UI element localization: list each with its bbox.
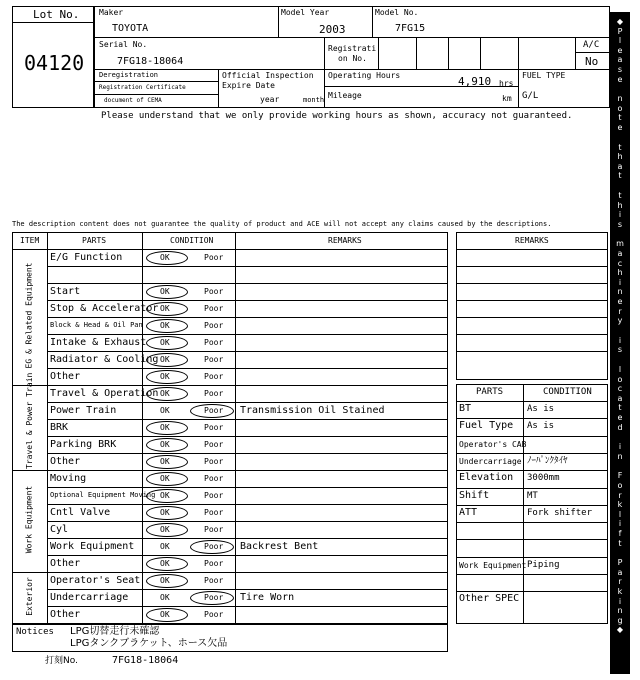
- side-char: l: [618, 365, 622, 374]
- part-label: Radiator & Cooling: [50, 354, 159, 365]
- side-char: y: [617, 316, 623, 326]
- side-char: g: [617, 615, 623, 625]
- side-char: ◆: [616, 625, 624, 635]
- ok-option[interactable]: OK: [160, 491, 170, 500]
- side-char: i: [618, 335, 622, 345]
- ok-circle: [146, 421, 188, 435]
- part-label: Other: [50, 371, 81, 382]
- ok-option[interactable]: OK: [160, 508, 170, 517]
- group-label: Exterior: [24, 576, 34, 616]
- part-label: Intake & Exhaust: [50, 337, 147, 348]
- stamp-value: 7FG18-18064: [112, 655, 179, 666]
- ok-circle: [146, 608, 188, 622]
- part-label: Optional Equipment Moving: [50, 491, 156, 499]
- ok-circle: [146, 336, 188, 350]
- side-char: e: [617, 45, 623, 55]
- fuel-type-label: FUEL TYPE: [522, 71, 566, 80]
- side-char: i: [618, 442, 622, 452]
- maker: TOYOTA: [112, 23, 149, 34]
- side-char: t: [618, 113, 622, 123]
- poor-option[interactable]: Poor: [204, 559, 224, 568]
- side-char: r: [618, 306, 622, 316]
- spec-part: Other SPEC: [459, 593, 520, 604]
- spec-part: Work Equipment: [459, 561, 527, 570]
- side-char: a: [617, 161, 623, 171]
- ok-option[interactable]: OK: [160, 542, 170, 551]
- spec-part: Elevation: [459, 472, 514, 483]
- ok-option[interactable]: OK: [160, 610, 170, 619]
- poor-option[interactable]: Poor: [204, 593, 224, 602]
- expire-date-label: Expire Date: [222, 81, 275, 90]
- poor-option[interactable]: Poor: [204, 457, 224, 466]
- side-char: k: [617, 587, 623, 596]
- ok-option[interactable]: OK: [160, 287, 170, 296]
- side-char: ◆: [616, 17, 624, 26]
- ok-option[interactable]: OK: [160, 406, 170, 415]
- side-char: l: [618, 36, 622, 46]
- side-char: n: [617, 94, 623, 104]
- ok-option[interactable]: OK: [160, 372, 170, 381]
- side-char: i: [618, 519, 622, 529]
- notices-line-2: LPGタンクブラケット、ホース欠品: [70, 638, 228, 649]
- side-char: m: [616, 239, 624, 249]
- spec-condition: As is: [527, 404, 555, 414]
- operating-hours: 4,910: [458, 75, 492, 88]
- side-char: a: [617, 393, 623, 403]
- side-char: r: [618, 490, 622, 500]
- lot-no: 04120: [24, 51, 85, 75]
- ok-option[interactable]: OK: [160, 474, 170, 483]
- spec-header-parts: PARTS: [476, 387, 504, 397]
- poor-option[interactable]: Poor: [204, 508, 224, 517]
- ok-option[interactable]: OK: [160, 355, 170, 364]
- hrs-label: hrs: [499, 79, 514, 88]
- poor-option[interactable]: Poor: [204, 440, 224, 449]
- poor-option[interactable]: Poor: [204, 287, 224, 296]
- ok-circle: [146, 523, 188, 537]
- part-label: Other: [50, 609, 81, 620]
- ok-option[interactable]: OK: [160, 440, 170, 449]
- side-char: d: [617, 422, 623, 432]
- group-label: Work Equipment: [24, 485, 34, 554]
- side-char: o: [617, 481, 623, 490]
- poor-option[interactable]: Poor: [204, 610, 224, 619]
- poor-option[interactable]: Poor: [204, 576, 224, 585]
- right-remarks-box: [456, 232, 608, 380]
- poor-option[interactable]: Poor: [204, 491, 224, 500]
- side-char: l: [618, 509, 622, 519]
- part-label: BRK: [50, 422, 69, 433]
- side-char: P: [617, 558, 623, 568]
- part-label: Undercarriage: [50, 592, 129, 603]
- side-char: a: [617, 55, 623, 65]
- spec-part: ATT: [459, 507, 478, 518]
- remark-text: Tire Worn: [240, 592, 295, 603]
- spec-part: Undercarriage: [459, 457, 522, 466]
- ok-circle: [146, 353, 188, 367]
- remark-text: Backrest Bent: [240, 541, 319, 552]
- poor-option[interactable]: Poor: [204, 542, 224, 551]
- poor-circle: [190, 404, 234, 418]
- side-char: n: [617, 606, 623, 616]
- km-label: km: [502, 94, 512, 103]
- part-label: Cyl: [50, 524, 69, 535]
- poor-circle: [190, 540, 234, 554]
- side-char: e: [617, 74, 623, 84]
- official-inspection-label: Official Inspection: [222, 71, 314, 80]
- side-char: k: [617, 500, 623, 510]
- header-item: ITEM: [20, 236, 40, 245]
- side-char: a: [617, 567, 623, 577]
- part-label: Work Equipment: [50, 541, 135, 552]
- poor-option[interactable]: Poor: [204, 525, 224, 534]
- part-label: Stop & Accelerator: [50, 303, 159, 314]
- ok-option[interactable]: OK: [160, 338, 170, 347]
- ok-option[interactable]: OK: [160, 576, 170, 585]
- mileage-label: Mileage: [328, 91, 362, 100]
- spec-condition: Piping: [527, 560, 560, 570]
- side-char: h: [617, 152, 623, 162]
- model-year: 2003: [319, 23, 346, 36]
- poor-option[interactable]: Poor: [204, 372, 224, 381]
- side-char: t: [618, 538, 622, 548]
- poor-option[interactable]: Poor: [204, 321, 224, 330]
- side-char: n: [617, 287, 623, 297]
- side-char: c: [617, 384, 623, 394]
- ok-option[interactable]: OK: [160, 457, 170, 466]
- header-parts: PARTS: [82, 236, 107, 245]
- side-char: P: [617, 26, 623, 36]
- side-char: r: [618, 577, 622, 587]
- month-label: month: [303, 96, 325, 104]
- ok-option[interactable]: OK: [160, 304, 170, 313]
- part-label: E/G Function: [50, 252, 123, 263]
- ok-circle: [146, 302, 188, 316]
- right-remarks-header: REMARKS: [515, 236, 549, 245]
- hours-note: Please understand that we only provide working hours as shown, accuracy not guaranteed.: [101, 111, 573, 121]
- part-label: Travel & Operation: [50, 388, 159, 399]
- header-condition: CONDITION: [170, 236, 214, 245]
- notices-label: Notices: [16, 627, 54, 637]
- ok-circle: [146, 319, 188, 333]
- ok-circle: [146, 506, 188, 520]
- spec-condition: Fork shifter: [527, 508, 593, 518]
- side-char: h: [617, 200, 623, 210]
- group-label: EG & Related Equipment: [24, 262, 34, 369]
- spec-header-condition: CONDITION: [543, 387, 592, 397]
- ok-circle: [146, 438, 188, 452]
- lot-no-label: Lot No.: [33, 8, 80, 21]
- side-char: a: [617, 249, 623, 258]
- side-char: e: [617, 413, 623, 422]
- side-char: c: [617, 258, 623, 268]
- deregistration-label: Deregistration: [99, 71, 159, 79]
- poor-option[interactable]: Poor: [204, 389, 224, 398]
- stamp-label: 打刻No.: [45, 656, 78, 666]
- registration-label-1: Registrati: [328, 44, 377, 53]
- side-char: n: [617, 451, 623, 461]
- spec-part: Shift: [459, 490, 490, 501]
- poor-circle: [190, 591, 234, 605]
- ok-option[interactable]: OK: [160, 593, 170, 602]
- part-label: Cntl Valve: [50, 507, 111, 518]
- registration-certificate-label: Registration Certificate: [99, 84, 186, 91]
- side-char: t: [618, 191, 622, 200]
- side-char: f: [618, 529, 622, 538]
- ok-option[interactable]: OK: [160, 423, 170, 432]
- maker-label: Maker: [99, 8, 124, 17]
- ok-circle: [146, 251, 188, 265]
- serial-no: 7FG18-18064: [117, 56, 184, 67]
- part-label: Parking BRK: [50, 439, 117, 450]
- poor-option[interactable]: Poor: [204, 304, 224, 313]
- ok-circle: [146, 574, 188, 588]
- spec-part: BT: [459, 403, 472, 414]
- side-char: F: [617, 471, 623, 481]
- side-char: e: [617, 123, 623, 132]
- serial-no-label: Serial No.: [99, 40, 148, 49]
- poor-option[interactable]: Poor: [204, 355, 224, 364]
- group-label: Travel & Power Train: [24, 372, 34, 469]
- ok-circle: [146, 455, 188, 469]
- side-char: s: [617, 345, 623, 355]
- disclaimer: The description content does not guarantee the quality of product and ACE will not accept any claims caused by the descriptions.: [12, 220, 552, 228]
- side-note-bar: [610, 12, 630, 674]
- side-char: t: [618, 171, 622, 181]
- ok-option[interactable]: OK: [160, 525, 170, 534]
- part-label: Other: [50, 558, 81, 569]
- side-char: o: [617, 374, 623, 384]
- part-label: Power Train: [50, 405, 117, 416]
- ok-circle: [146, 285, 188, 299]
- model-no: 7FG15: [395, 23, 426, 34]
- side-char: h: [617, 268, 623, 278]
- spec-part: Fuel Type: [459, 420, 514, 431]
- side-char: e: [617, 297, 623, 306]
- document-cema-label: document of CEMA: [104, 97, 162, 104]
- side-char: t: [618, 403, 622, 413]
- ok-option[interactable]: OK: [160, 559, 170, 568]
- remark-text: Transmission Oil Stained: [240, 405, 385, 416]
- part-label: Block & Head & Oil Pan: [50, 321, 143, 329]
- part-label: Start: [50, 286, 81, 297]
- spec-condition: 3000mm: [527, 473, 560, 483]
- model-year-label: Model Year: [281, 8, 330, 17]
- side-char: i: [618, 277, 622, 287]
- side-char: i: [618, 210, 622, 220]
- ok-option[interactable]: OK: [160, 389, 170, 398]
- side-char: o: [617, 103, 623, 113]
- registration-label-2: on No.: [338, 54, 367, 63]
- ok-circle: [146, 472, 188, 486]
- poor-option[interactable]: Poor: [204, 406, 224, 415]
- spec-part: Operator's CAB: [459, 440, 527, 449]
- side-char: i: [618, 596, 622, 606]
- ok-option[interactable]: OK: [160, 321, 170, 330]
- spec-condition: MT: [527, 491, 538, 501]
- ok-circle: [146, 370, 188, 384]
- side-char: t: [618, 142, 622, 152]
- side-char: s: [617, 65, 623, 74]
- ok-circle: [146, 489, 188, 503]
- poor-option[interactable]: Poor: [204, 474, 224, 483]
- spec-condition: ﾉｰﾊﾟﾝｸﾀｲﾔ: [527, 456, 568, 466]
- ok-circle: [146, 387, 188, 401]
- ok-circle: [146, 557, 188, 571]
- poor-option[interactable]: Poor: [204, 423, 224, 432]
- side-char: s: [617, 219, 623, 229]
- year-label: year: [260, 95, 280, 104]
- part-label: Moving: [50, 473, 87, 484]
- spec-condition: As is: [527, 421, 555, 431]
- ac-label: A/C: [583, 40, 600, 50]
- poor-option[interactable]: Poor: [204, 253, 224, 262]
- model-no-label: Model No.: [375, 8, 419, 17]
- part-label: Operator's Seat: [50, 575, 141, 586]
- fuel-type: G/L: [522, 91, 539, 101]
- ac-value: No: [585, 55, 599, 68]
- part-label: Other: [50, 456, 81, 467]
- ok-option[interactable]: OK: [160, 253, 170, 262]
- operating-hours-label: Operating Hours: [328, 71, 401, 80]
- header-remarks: REMARKS: [328, 236, 362, 245]
- notices-line-1: LPG切替走行未確認: [70, 626, 160, 637]
- poor-option[interactable]: Poor: [204, 338, 224, 347]
